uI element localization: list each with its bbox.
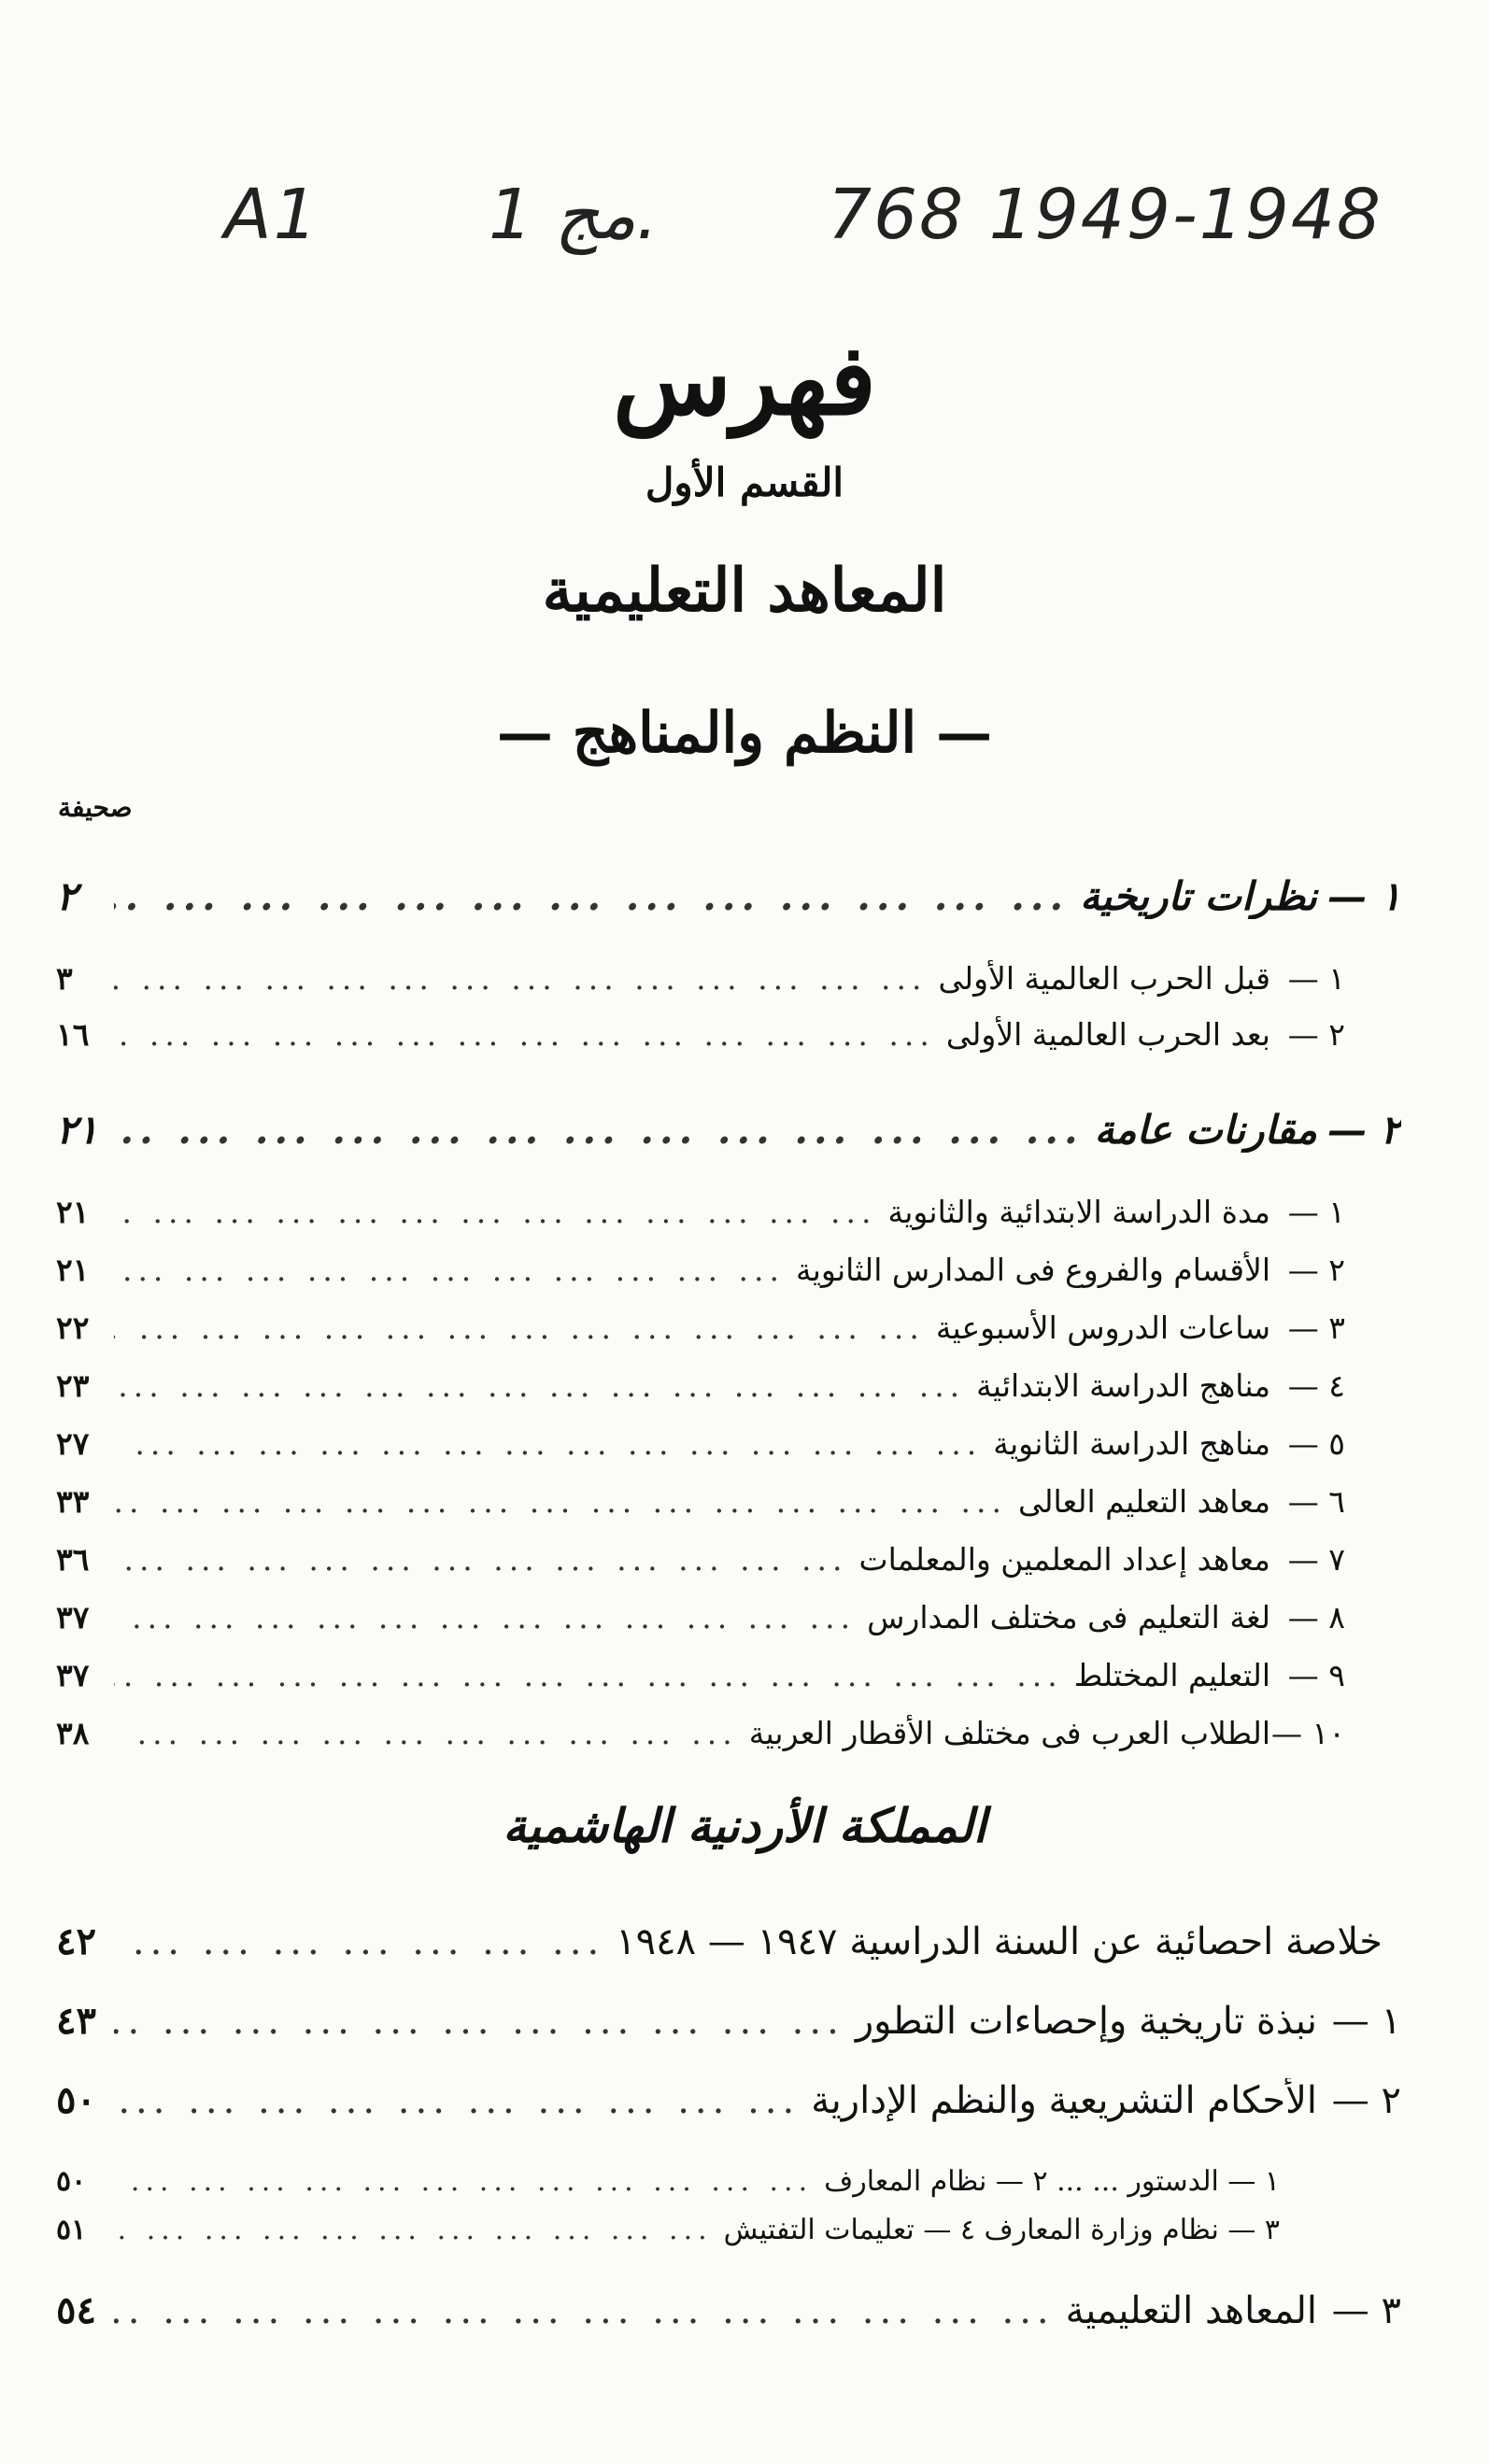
page-title: فهرس — [613, 322, 876, 437]
leader-dots — [114, 1657, 1074, 1693]
toc-number: ٥ — — [1287, 1425, 1345, 1462]
leader-dots — [114, 1483, 1018, 1520]
toc-number: ٤ — — [1287, 1367, 1345, 1404]
toc-number: ١٠ — — [1271, 1715, 1345, 1751]
handwritten-annotation — [224, 163, 1383, 266]
toc-number: ٩ — — [1287, 1657, 1345, 1693]
toc-number: ٧ — — [1287, 1541, 1345, 1578]
toc-page: ٢ — [56, 873, 78, 919]
toc-number: ٢ — — [1287, 1252, 1345, 1288]
leader-dots — [114, 2000, 856, 2043]
toc-row — [56, 1483, 1401, 1520]
toc-label: نظرات تاريخية — [1080, 873, 1317, 919]
toc-page: ٤٣ — [56, 1999, 96, 2043]
toc-page: ٢١ — [56, 1252, 90, 1288]
toc-row — [56, 2288, 1401, 2332]
toc-label: مدة الدراسة الابتدائية والثانوية — [887, 1194, 1270, 1230]
toc-label: ساعات الدروس الأسبوعية — [935, 1310, 1270, 1346]
toc-row — [56, 1194, 1401, 1230]
toc-label: التعليم المختلط — [1073, 1657, 1270, 1693]
toc-row — [56, 2078, 1401, 2122]
toc-label: ٣ — نظام وزارة المعارف ٤ — تعليمات التفتيش — [723, 2214, 1280, 2246]
toc-number: ١ — — [1331, 2000, 1401, 2043]
toc-page: ٣٦ — [56, 1541, 90, 1578]
toc-label: الأقسام والفروع فى المدارس الثانوية — [796, 1252, 1270, 1288]
leader-dots — [114, 873, 1080, 919]
leader-dots — [114, 2165, 824, 2198]
toc-row — [56, 1919, 1401, 1963]
leader-dots — [114, 2214, 724, 2246]
part-heading: القسم الأول — [645, 460, 844, 505]
section-heading: المعاهد التعليمية — [542, 556, 947, 626]
toc-number: ٣ — — [1287, 1310, 1345, 1346]
leader-dots — [114, 1194, 888, 1230]
toc-page: ٥٤ — [56, 2288, 96, 2332]
toc-row — [56, 960, 1401, 997]
toc-row — [56, 1541, 1401, 1578]
toc-number: ٦ — — [1287, 1483, 1345, 1520]
toc-row — [56, 1016, 1401, 1053]
toc-row — [56, 1599, 1401, 1636]
handwritten-left: A1 — [224, 175, 319, 255]
toc-label: مناهج الدراسة الثانوية — [993, 1425, 1270, 1462]
toc-label: لغة التعليم فى مختلف المدارس — [867, 1599, 1270, 1636]
toc-page: ٥٠ — [56, 2078, 96, 2122]
toc-row — [56, 1107, 1401, 1153]
toc-page: ٢٧ — [56, 1425, 90, 1462]
toc-number: ١ — — [1326, 873, 1401, 919]
leader-dots — [114, 1425, 993, 1462]
toc-label: المعاهد التعليمية — [1065, 2289, 1317, 2332]
leader-dots — [114, 1715, 749, 1751]
leader-dots — [114, 960, 939, 997]
leader-dots — [114, 1016, 946, 1053]
toc-page: ٥١ — [56, 2214, 87, 2246]
toc-number: ٢ — — [1326, 1107, 1401, 1153]
toc-label: الطلاب العرب فى مختلف الأقطار العربية — [748, 1715, 1270, 1751]
toc-label: مقارنات عامة — [1094, 1107, 1317, 1153]
leader-dots — [114, 1599, 867, 1636]
toc-number: ٢ — — [1287, 1016, 1345, 1053]
toc-row — [56, 2214, 1401, 2246]
leader-dots — [114, 1310, 936, 1346]
toc-label: قبل الحرب العالمية الأولى — [938, 960, 1270, 997]
leader-dots — [114, 1920, 616, 1963]
toc-row — [56, 2165, 1401, 2198]
toc-label: نبذة تاريخية وإحصاءات التطور — [855, 2000, 1317, 2043]
toc-page: ١٦ — [56, 1016, 90, 1053]
toc-row — [56, 1715, 1401, 1751]
toc-label: بعد الحرب العالمية الأولى — [945, 1016, 1270, 1053]
toc-page: ٥٠ — [56, 2165, 87, 2198]
toc-label: خلاصة احصائية عن السنة الدراسية ١٩٤٧ — ١٩٤٨ — [616, 1920, 1383, 1963]
handwritten-middle: 1 مج. — [489, 175, 659, 255]
toc-page: ٢٢ — [56, 1310, 90, 1346]
toc-page: ٣٨ — [56, 1715, 90, 1751]
toc-page: ٣ — [56, 960, 73, 997]
toc-label: ١ — الدستور ... ... ٢ — نظام المعارف — [824, 2165, 1280, 2198]
toc-page: ٣٣ — [56, 1483, 90, 1520]
toc-row — [56, 873, 1401, 919]
toc-page: ٣٧ — [56, 1599, 90, 1636]
subsection-heading: — النظم والمناهج — — [496, 701, 993, 766]
toc-page: ٢١ — [56, 1107, 99, 1153]
country-heading: المملكة الأردنية الهاشمية — [503, 1798, 986, 1853]
toc-page: ٣٧ — [56, 1657, 90, 1693]
toc-number: ٢ — — [1331, 2079, 1401, 2122]
toc-number: ١ — — [1287, 960, 1345, 997]
leader-dots — [114, 1107, 1095, 1153]
toc-number: ١ — — [1287, 1194, 1345, 1230]
toc-row — [56, 1425, 1401, 1462]
leader-dots — [114, 2079, 811, 2122]
toc-row — [56, 1252, 1401, 1288]
toc-number: ٣ — — [1331, 2289, 1401, 2332]
toc-label: معاهد التعليم العالى — [1017, 1483, 1270, 1520]
toc-row — [56, 1657, 1401, 1693]
toc-number: ٨ — — [1287, 1599, 1345, 1636]
leader-dots — [114, 1541, 859, 1578]
toc-row — [56, 1310, 1401, 1346]
toc-label: الأحكام التشريعية والنظم الإدارية — [811, 2079, 1317, 2122]
toc-label: معاهد إعداد المعلمين والمعلمات — [858, 1541, 1270, 1578]
leader-dots — [114, 2289, 1066, 2332]
toc-page: ٢١ — [56, 1194, 90, 1230]
toc-row — [56, 1367, 1401, 1404]
handwritten-right: 768 1949-1948 — [827, 175, 1383, 255]
toc-label: مناهج الدراسة الابتدائية — [976, 1367, 1270, 1404]
toc-page: ٢٣ — [56, 1367, 90, 1404]
page-column-label: صحيفة — [58, 792, 133, 823]
toc-page: ٤٢ — [56, 1919, 96, 1963]
toc-row — [56, 1999, 1401, 2043]
leader-dots — [114, 1252, 796, 1288]
leader-dots — [114, 1367, 976, 1404]
